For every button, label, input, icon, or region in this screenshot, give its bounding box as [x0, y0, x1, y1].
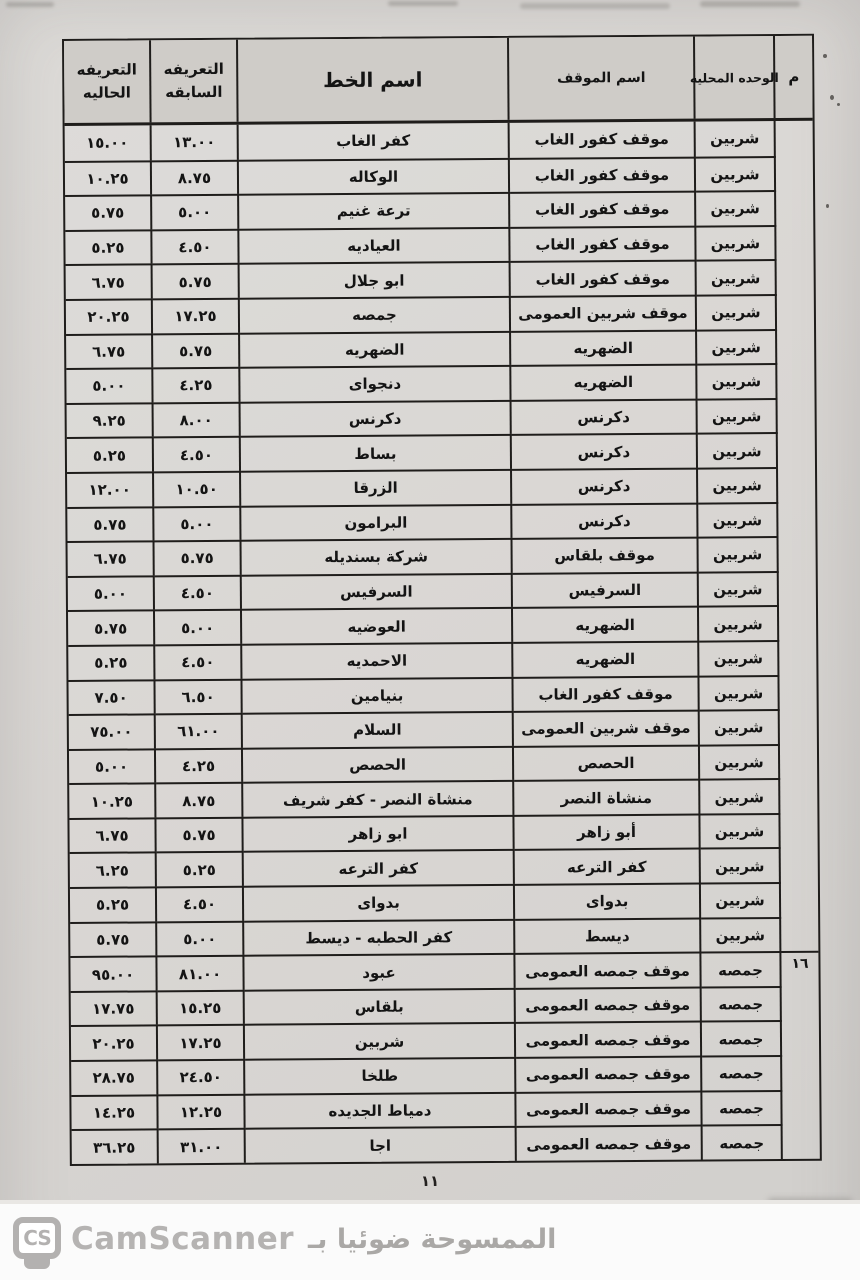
stop-name-cell: موقف جمصه العمومى [516, 1021, 702, 1057]
table-row [68, 605, 816, 645]
scan-artifact [700, 1, 800, 7]
scanned-with-label: الممسوحة ضوئيا بـ [308, 1223, 557, 1255]
table-row [68, 570, 816, 610]
local-unit-cell: جمصه [701, 951, 781, 986]
current-fare-cell: ٦.٧٥ [66, 264, 153, 299]
current-fare-cell: ٥.٢٥ [67, 437, 154, 472]
previous-fare-cell: ٥.٠٠ [154, 505, 241, 540]
current-fare-cell: ٧.٥٠ [68, 679, 155, 714]
local-unit-cell: شربين [696, 190, 776, 225]
previous-fare-cell: ٤.٢٥ [156, 747, 243, 782]
table-row [68, 674, 816, 714]
previous-fare-cell: ١٣.٠٠ [152, 125, 239, 160]
column-header-local-unit: الوحده المحليه [695, 36, 776, 119]
local-unit-cell: شربين [699, 605, 779, 640]
previous-fare-cell: ٤.٥٠ [155, 574, 242, 609]
serial-cell [781, 916, 818, 951]
local-unit-cell: شربين [697, 329, 777, 364]
camscanner-logo-text: CS [23, 1226, 51, 1250]
local-unit-cell: شربين [701, 882, 781, 917]
stop-name-cell: موقف جمصه العمومى [517, 1125, 703, 1161]
stop-name-cell: موقف شربين العمومى [514, 710, 700, 746]
line-name-cell: العوضيه [242, 607, 513, 643]
current-fare-cell: ٩٥.٠٠ [70, 956, 157, 991]
stop-name-cell: الضهريه [513, 640, 699, 676]
stop-name-cell: موقف جمصه العمومى [516, 1090, 702, 1126]
current-fare-cell: ٥.٧٥ [67, 506, 154, 541]
current-fare-cell: ٣٦.٢٥ [72, 1129, 159, 1164]
serial-cell [778, 467, 815, 502]
previous-fare-cell: ٥.٠٠ [157, 920, 244, 955]
previous-fare-cell: ١٠.٥٠ [154, 471, 241, 506]
local-unit-cell: شربين [700, 709, 780, 744]
serial-cell [776, 121, 813, 156]
line-name-cell: جمصه [240, 296, 511, 332]
local-unit-cell: شربين [700, 813, 780, 848]
stop-name-cell: ديسط [515, 917, 701, 953]
line-name-cell: اجا [246, 1126, 517, 1162]
previous-fare-cell: ٤.٢٥ [153, 367, 240, 402]
stop-name-cell: بدواى [515, 883, 701, 919]
previous-fare-cell: ٥.٧٥ [153, 332, 240, 367]
column-header-current-fare: التعريفه الحاليه [64, 40, 152, 123]
pen-dot-artifact [826, 204, 829, 208]
serial-cell [778, 501, 815, 536]
pen-dot-artifact [837, 103, 840, 106]
table-row [67, 398, 815, 438]
current-fare-cell: ١٧.٧٥ [71, 990, 158, 1025]
stop-name-cell: السرفيس [513, 571, 699, 607]
line-name-cell: ترعة غنيم [239, 192, 510, 228]
local-unit-cell: شربين [701, 847, 781, 882]
stop-name-cell: كفر الترعه [515, 848, 701, 884]
line-name-cell: منشاة النصر - كفر شريف [243, 780, 514, 816]
stop-name-cell: موقف كفور الغاب [510, 122, 696, 158]
current-fare-cell: ٢٠.٢٥ [71, 1025, 158, 1060]
current-fare-cell: ٥.٠٠ [68, 575, 155, 610]
serial-cell [780, 813, 817, 848]
current-fare-cell: ١٠.٢٥ [69, 783, 156, 818]
current-fare-cell: ٧٥.٠٠ [69, 713, 156, 748]
table-row [71, 986, 819, 1026]
line-name-cell: كفر الغاب [239, 123, 510, 159]
stop-name-cell: موقف كفور الغاب [510, 191, 696, 227]
column-header-stop-name: اسم الموقف [509, 37, 696, 120]
current-fare-cell: ١٢.٠٠ [67, 471, 154, 506]
column-header-line-name: اسم الخط [238, 38, 510, 122]
local-unit-cell: شربين [697, 294, 777, 329]
serial-cell [782, 1055, 819, 1090]
previous-fare-cell: ٤.٥٠ [155, 644, 242, 679]
page-number: ١١ [420, 1172, 440, 1190]
current-fare-cell: ٥.٧٥ [65, 195, 152, 230]
serial-cell [781, 882, 818, 917]
table-row [70, 847, 818, 887]
serial-cell [779, 674, 816, 709]
previous-fare-cell: ٦.٥٠ [155, 678, 242, 713]
previous-fare-cell: ٨١.٠٠ [157, 955, 244, 990]
stop-name-cell: أبو زاهر [514, 813, 700, 849]
stop-name-cell: موقف كفور الغاب [513, 675, 699, 711]
column-header-serial: م [788, 67, 800, 86]
serial-cell [778, 432, 815, 467]
previous-fare-cell: ٥.٧٥ [155, 540, 242, 575]
table-row [71, 1055, 819, 1095]
current-fare-cell: ٦.٧٥ [66, 333, 153, 368]
current-fare-cell: ٦.٧٥ [69, 817, 156, 852]
table-row [67, 501, 815, 541]
local-unit-cell: شربين [696, 121, 776, 156]
local-unit-cell: جمصه [702, 986, 782, 1021]
stop-name-cell: منشاة النصر [514, 779, 700, 815]
table-row [67, 432, 815, 472]
scan-artifact [6, 2, 54, 7]
table-row [66, 259, 814, 299]
local-unit-cell: شربين [696, 225, 776, 260]
previous-fare-cell: ١٥.٢٥ [158, 990, 245, 1025]
line-name-cell: بدواى [244, 884, 515, 920]
stop-name-cell: الضهريه [511, 329, 697, 365]
line-name-cell: كفر الحطبه - ديسط [244, 919, 515, 955]
scan-artifact [388, 1, 458, 6]
table-row [66, 328, 814, 368]
local-unit-cell: شربين [696, 156, 776, 191]
serial-cell [776, 225, 813, 260]
pen-dot-artifact [823, 54, 827, 58]
pen-dot-artifact [830, 95, 834, 100]
previous-fare-cell: ٢٤.٥٠ [158, 1059, 245, 1094]
serial-cell [776, 155, 813, 190]
local-unit-cell: شربين [699, 571, 779, 606]
previous-fare-cell: ٥.٠٠ [152, 194, 239, 229]
previous-fare-cell: ٤.٥٠ [154, 436, 241, 471]
stop-name-cell: موقف شربين العمومى [511, 295, 697, 331]
table-row [70, 916, 818, 956]
table-header-row [64, 36, 813, 126]
previous-fare-cell: ١٧.٢٥ [158, 1024, 245, 1059]
serial-cell [778, 398, 815, 433]
serial-cell [779, 640, 816, 675]
stop-name-cell: دكرنس [512, 502, 698, 538]
table-row [70, 882, 818, 922]
stop-name-cell: موقف جمصه العمومى [516, 1056, 702, 1092]
stop-name-cell: الحصص [514, 744, 700, 780]
local-unit-cell: شربين [699, 640, 779, 675]
local-unit-cell: شربين [700, 744, 780, 779]
local-unit-cell: شربين [698, 398, 778, 433]
camscanner-watermark-bar [0, 1200, 860, 1280]
current-fare-cell: ٦.٢٥ [70, 852, 157, 887]
serial-cell [780, 743, 817, 778]
previous-fare-cell: ٨.٠٠ [154, 402, 241, 437]
line-name-cell: الزرقا [241, 469, 512, 505]
serial-cell [782, 1089, 819, 1124]
serial-cell [780, 778, 817, 813]
stop-name-cell: دكرنس [512, 433, 698, 469]
table-row [70, 951, 818, 991]
local-unit-cell: شربين [698, 502, 778, 537]
local-unit-cell: شربين [698, 536, 778, 571]
current-fare-cell: ٥.٢٥ [65, 229, 152, 264]
stop-name-cell: موقف بلقاس [512, 537, 698, 573]
local-unit-cell: شربين [701, 917, 781, 952]
table-row [67, 467, 815, 507]
serial-cell [777, 259, 814, 294]
line-name-cell: شركة بسنديله [242, 538, 513, 574]
previous-fare-cell: ١٧.٢٥ [153, 298, 240, 333]
table-row [65, 225, 813, 265]
line-name-cell: دمياط الجديده [245, 1091, 516, 1127]
current-fare-cell: ٥.٠٠ [66, 368, 153, 403]
scan-artifact [520, 3, 670, 9]
previous-fare-cell: ٥.٢٥ [157, 851, 244, 886]
local-unit-cell: جمصه [702, 1055, 782, 1090]
table-row [68, 640, 816, 680]
stop-name-cell: موقف جمصه العمومى [515, 952, 701, 988]
stop-name-cell: موقف كفور الغاب [511, 260, 697, 296]
current-fare-cell: ٢٠.٢٥ [66, 298, 153, 333]
line-name-cell: بلقاس [245, 988, 516, 1024]
table-row [66, 363, 814, 403]
previous-fare-cell: ٥.٧٥ [156, 817, 243, 852]
local-unit-cell: شربين [697, 259, 777, 294]
line-name-cell: دكرنس [241, 400, 512, 436]
stop-name-cell: موقف كفور الغاب [510, 225, 696, 261]
previous-fare-cell: ٤.٥٠ [152, 229, 239, 264]
stop-name-cell: موقف جمصه العمومى [516, 986, 702, 1022]
current-fare-cell: ٢٨.٧٥ [71, 1059, 158, 1094]
table-row [69, 813, 817, 853]
tariff-table [62, 34, 822, 1166]
serial-cell [780, 709, 817, 744]
table-row [65, 121, 813, 161]
previous-fare-cell: ٦١.٠٠ [156, 713, 243, 748]
serial-cell: ١٦ [781, 951, 818, 986]
line-name-cell: الضهريه [240, 330, 511, 366]
line-name-cell: الوكاله [239, 157, 510, 193]
line-name-cell: ابو زاهر [243, 815, 514, 851]
local-unit-cell: جمصه [702, 1020, 782, 1055]
line-name-cell: السلام [243, 711, 514, 747]
local-unit-cell: شربين [698, 467, 778, 502]
serial-cell [779, 605, 816, 640]
serial-cell [778, 536, 815, 571]
line-name-cell: البرامون [241, 503, 512, 539]
current-fare-cell: ٩.٢٥ [67, 402, 154, 437]
table-row [66, 294, 814, 334]
line-name-cell: عبود [244, 953, 515, 989]
table-row [69, 709, 817, 749]
stop-name-cell: الضهريه [513, 606, 699, 642]
table-row [69, 778, 817, 818]
camscanner-brand: CamScanner [71, 1221, 295, 1257]
previous-fare-cell: ٨.٧٥ [152, 159, 239, 194]
previous-fare-cell: ٨.٧٥ [156, 782, 243, 817]
line-name-cell: بنيامين [242, 676, 513, 712]
current-fare-cell: ١٥.٠٠ [65, 125, 152, 160]
table-row [72, 1124, 820, 1164]
line-name-cell: ابو جلال [240, 261, 511, 297]
watermark-text [71, 1221, 556, 1263]
table-row [71, 1020, 819, 1060]
stop-name-cell: دكرنس [512, 398, 698, 434]
previous-fare-cell: ٥.٠٠ [155, 609, 242, 644]
serial-cell [776, 190, 813, 225]
current-fare-cell: ٥.٠٠ [69, 748, 156, 783]
previous-fare-cell: ٥.٧٥ [153, 263, 240, 298]
table-row [69, 743, 817, 783]
stop-name-cell: الضهريه [511, 364, 697, 400]
previous-fare-cell: ١٢.٢٥ [158, 1093, 245, 1128]
serial-cell [781, 847, 818, 882]
current-fare-cell: ٦.٧٥ [68, 540, 155, 575]
table-row [65, 155, 813, 195]
local-unit-cell: شربين [697, 363, 777, 398]
serial-cell [777, 294, 814, 329]
serial-cell [782, 1020, 819, 1055]
stop-name-cell: موقف كفور الغاب [510, 156, 696, 192]
current-fare-cell: ١٠.٢٥ [65, 160, 152, 195]
table-body [65, 121, 820, 1164]
serial-cell [783, 1124, 820, 1159]
line-name-cell: شربين [245, 1022, 516, 1058]
table-row [68, 536, 816, 576]
line-name-cell: العياديه [239, 227, 510, 263]
serial-cell [782, 986, 819, 1021]
line-name-cell: الحصص [243, 746, 514, 782]
line-name-cell: طلخا [245, 1057, 516, 1093]
line-name-cell: كفر الترعه [244, 849, 515, 885]
current-fare-cell: ١٤.٢٥ [71, 1094, 158, 1129]
local-unit-cell: جمصه [702, 1090, 782, 1125]
serial-cell [777, 363, 814, 398]
current-fare-cell: ٥.٧٥ [70, 921, 157, 956]
table-row [71, 1089, 819, 1129]
stop-name-cell: دكرنس [512, 468, 698, 504]
previous-fare-cell: ٤.٥٠ [157, 886, 244, 921]
camscanner-logo-icon [13, 1217, 61, 1259]
local-unit-cell: شربين [698, 432, 778, 467]
local-unit-cell: شربين [699, 675, 779, 710]
serial-cell [777, 328, 814, 363]
local-unit-cell: جمصه [703, 1124, 783, 1159]
table-row [65, 190, 813, 230]
current-fare-cell: ٥.٢٥ [70, 886, 157, 921]
line-name-cell: السرفيس [242, 573, 513, 609]
current-fare-cell: ٥.٢٥ [68, 644, 155, 679]
line-name-cell: بساط [241, 434, 512, 470]
previous-fare-cell: ٣١.٠٠ [159, 1128, 246, 1163]
line-name-cell: دنجواى [240, 365, 511, 401]
serial-cell [779, 570, 816, 605]
current-fare-cell: ٥.٧٥ [68, 610, 155, 645]
line-name-cell: الاحمديه [242, 642, 513, 678]
local-unit-cell: شربين [700, 778, 780, 813]
column-header-previous-fare: التعريفه السابقه [151, 40, 239, 123]
